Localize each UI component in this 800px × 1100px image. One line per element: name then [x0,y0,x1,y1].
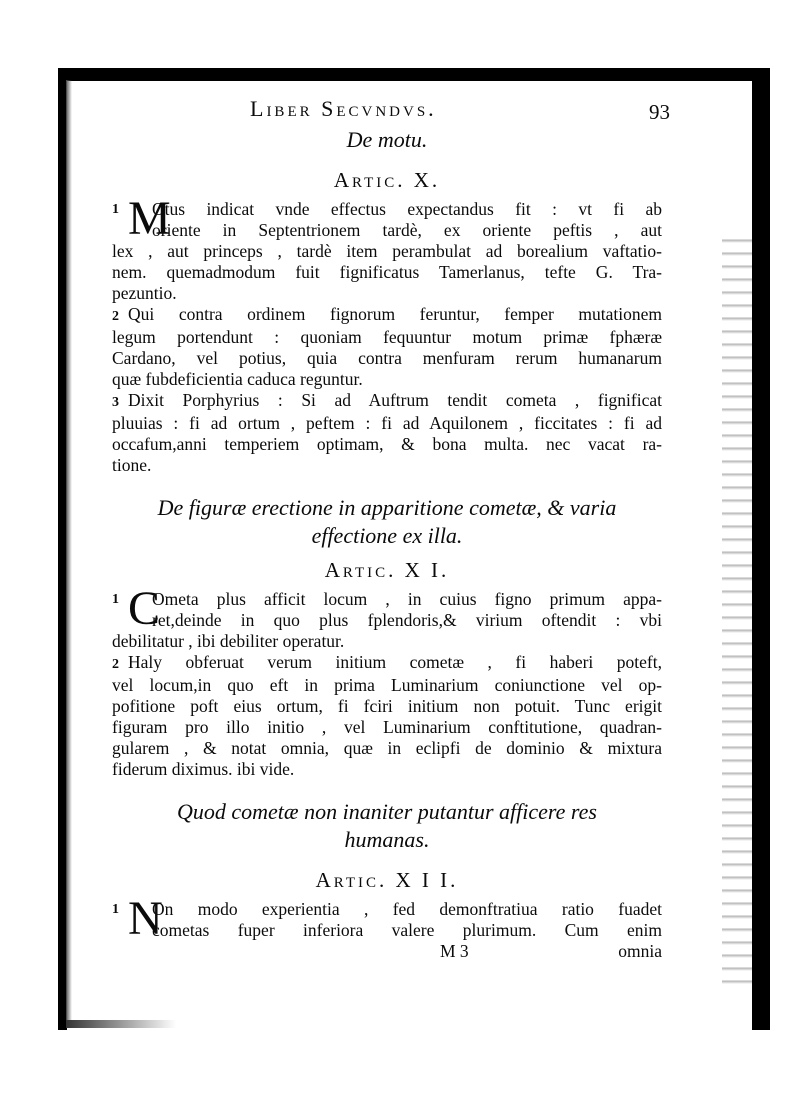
catchword: omnia [618,941,662,961]
text-line: debilitatur , ibi debiliter operatur. [112,631,345,651]
section-title-de-figurae: De figuræ erectione in apparitione cometæ, & varia [157,495,617,520]
section-title-de-motu: De motu. [346,127,428,152]
text-line: pezuntio. [112,283,177,303]
text-line: nem. quemadmodum fuit fignificatus Tamerlanus, tefte G. Tra- [112,262,662,282]
page-footer [112,941,662,963]
text-line: lex , aut princeps , tardè item perambulat ad borealium vaftatio- [112,241,662,261]
text-line: tione. [112,455,152,475]
paragraph-number: 1 [112,902,119,917]
page-text [112,92,670,963]
running-title: Liber Secvndvs. [250,96,437,121]
paragraph-xii-1 [112,892,662,945]
text-line: legum portendunt : quoniam fequuntur motum primæ fphæræ [112,327,662,347]
text-line: cometas fuper inferiora valere plurimum. Cum enim [152,920,662,940]
text-line: vel locum,in quo eft in prima Luminarium coniunctione vel op- [112,675,662,695]
running-head [112,92,670,126]
scan-border-right [752,68,770,1030]
paragraph-number: 1 [112,592,119,607]
drop-cap: M [128,192,171,245]
text-line: quæ fubdeficientia caduca reguntur. [112,369,363,389]
paragraph-number: 3 [112,395,119,410]
scan-border-top [58,68,770,81]
paragraph-xi-1 [112,582,662,635]
scan-smudge-bottom [66,1020,176,1028]
text-line: Dixit Porphyrius : Si ad Auftrum tendit cometa , fignificat [128,390,662,410]
text-line: Ometa plus afficit locum , in cuius figno primum appa- [152,589,662,609]
paragraph-number: 1 [112,202,119,217]
paragraph-x-2-line [112,304,662,327]
text-line: pofitione poft eius ortum, fi fciri initium non potuit. Tunc erigit [112,696,662,716]
text-line: oriente in Septentrionem tardè, ex oriente peftis , aut [152,220,662,240]
text-line: On modo experientia , fed demonftratiua ratio fuadet [152,899,662,919]
article-heading-xi: Artic. X I. [324,558,450,582]
section-title-de-figurae-cont: effectione ex illa. [311,523,463,548]
text-line: Cardano, vel potius, quia contra menfuram rerum humanarum [112,348,662,368]
text-line: ret,deinde in quo plus fplendoris,& virium oftendit : vbi [152,610,662,630]
text-line: Haly obferuat verum initium cometæ , fi haberi poteft, [128,652,662,672]
text-line: pluuias : fi ad ortum , peftem : fi ad Aquilonem , ficcitates : fi ad [112,413,662,433]
scan-page-edge-right [722,230,752,990]
drop-cap: N [128,892,163,945]
drop-cap: C [128,582,161,635]
paragraph-number: 2 [112,657,119,672]
text-line: gularem , & notat omnia, quæ in eclipfi de dominio & mixtura [112,738,662,758]
signature-mark: M 3 [440,941,469,961]
paragraph-xi-2-line [112,652,662,675]
text-line: fiderum diximus. ibi vide. [112,759,295,779]
paragraph-x-3-line [112,390,662,413]
text-line: occafum,anni temperiem optimam, & bona multa. nec vacat ra- [112,434,662,454]
section-title-quod-cometae-cont: humanas. [344,827,430,852]
scan-shadow-left [66,80,72,1020]
paragraph-x-1 [112,192,662,245]
article-heading-x: Artic. X. [333,168,441,192]
section-title-quod-cometae: Quod cometæ non inaniter putantur afficere res [177,799,597,824]
article-heading-xii: Artic. X I I. [315,868,459,892]
text-line: Otus indicat vnde effectus expectandus fit : vt fi ab [152,199,662,219]
text-line: figuram pro illo initio , vel Luminarium conftitutione, quadran- [112,717,662,737]
text-line: Qui contra ordinem fignorum feruntur, femper mutationem [128,304,662,324]
page-number: 93 [649,100,670,124]
paragraph-number: 2 [112,309,119,324]
